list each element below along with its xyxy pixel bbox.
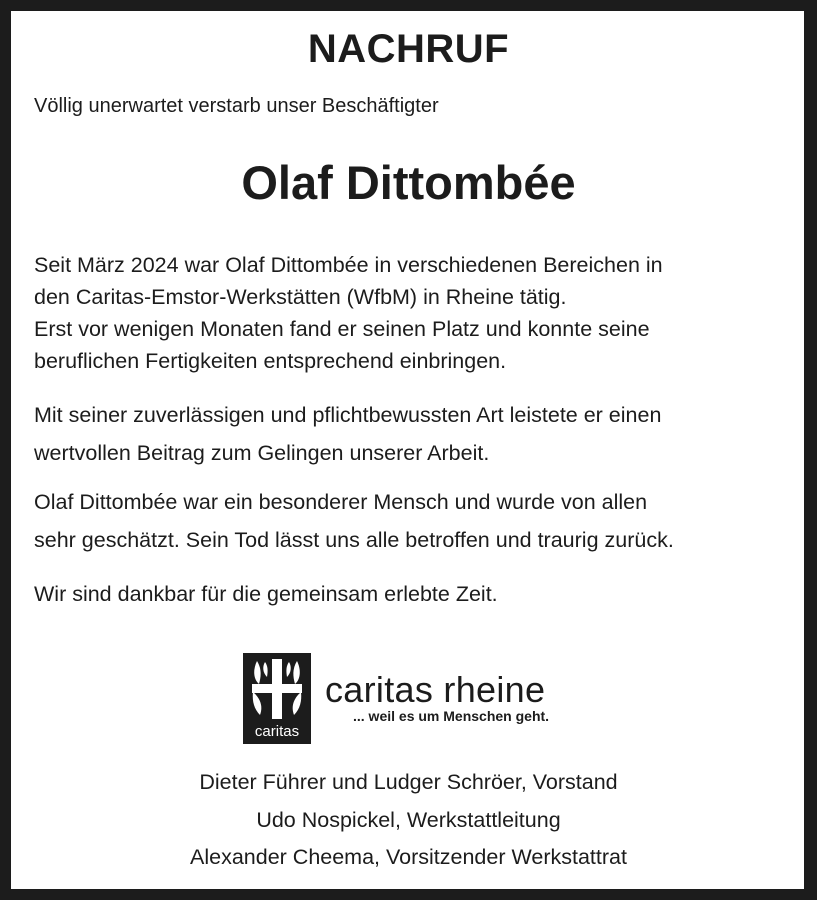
paragraph-gratitude <box>34 578 498 611</box>
paragraph-line: den Caritas-Emstor-Werkstätten (WfbM) in Rheine tätig. <box>34 285 567 309</box>
logo-box-text: caritas <box>254 723 300 740</box>
paragraph-line: sehr geschätzt. Sein Tod lässt uns alle betroffen und traurig zurück. <box>34 528 674 552</box>
caritas-flame-cross-icon <box>250 659 304 719</box>
signature-workshop-council: Alexander Cheema, Vorsitzender Werkstattrat <box>190 845 627 869</box>
paragraph-line: Wir sind dankbar für die gemeinsam erlebte Zeit. <box>34 582 498 606</box>
deceased-name: Olaf Dittombée <box>241 156 576 209</box>
paragraph-line: wertvollen Beitrag zum Gelingen unserer Arbeit. <box>34 441 490 465</box>
paragraph-line: beruflichen Fertigkeiten entsprechend einbringen. <box>34 349 507 373</box>
caritas-logo <box>243 653 311 744</box>
intro-line: Völlig unerwartet verstarb unser Beschäftigter <box>34 95 439 117</box>
paragraph-employment <box>34 249 663 377</box>
signature-board: Dieter Führer und Ludger Schröer, Vorstand <box>199 770 618 794</box>
paragraph-line: Olaf Dittombée war ein besonderer Mensch und wurde von allen <box>34 490 648 514</box>
paragraph-appreciation <box>34 483 674 559</box>
paragraph-contribution <box>34 396 661 472</box>
signature-workshop-management: Udo Nospickel, Werkstattleitung <box>256 808 561 832</box>
paragraph-line: Seit März 2024 war Olaf Dittombée in verschiedenen Bereichen in <box>34 253 663 277</box>
brand-tagline: ... weil es um Menschen geht. <box>353 708 550 724</box>
brand-name: caritas rheine <box>325 669 546 710</box>
paragraph-line: Mit seiner zuverlässigen und pflichtbewussten Art leistete er einen <box>34 403 662 427</box>
notice-title: NACHRUF <box>307 27 510 71</box>
paragraph-line: Erst vor wenigen Monaten fand er seinen Platz und konnte seine <box>34 317 650 341</box>
